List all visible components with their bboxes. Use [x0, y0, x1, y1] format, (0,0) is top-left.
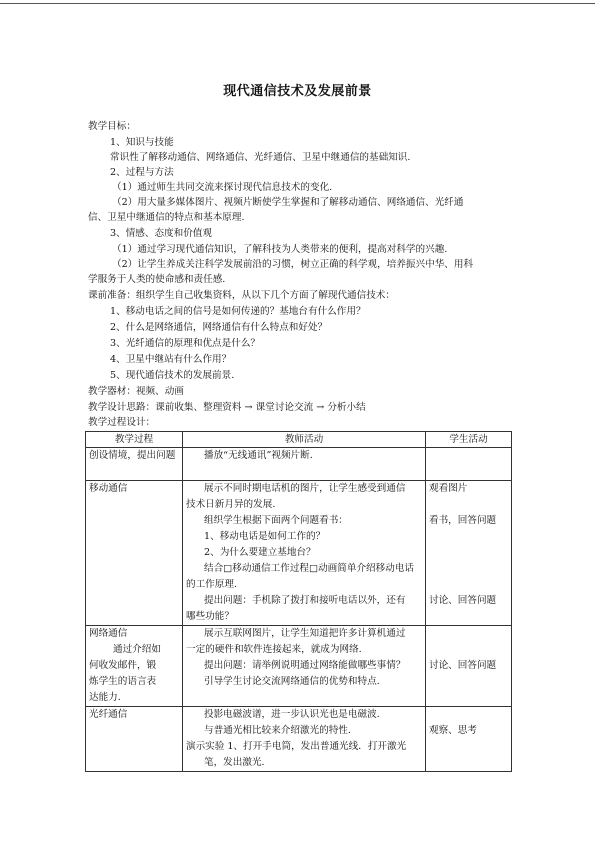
row2-teacher-line-9: 哪些功能？ — [186, 611, 234, 622]
equipment-line: 教学器材：视频、动画 — [88, 386, 184, 397]
row3-process-line-1: 通过介绍如 — [113, 644, 161, 655]
row3-process-line-4: 达能力. — [89, 692, 121, 703]
row3-teacher-line-2: 一定的硬件和软件连接起来，就成为网络. — [186, 644, 362, 655]
objective-3-item-1: （1）通过学习现代通信知识，了解科技为人类带来的便利，提高对科学的兴趣. — [112, 244, 448, 255]
prep-heading: 课前准备：组织学生自己收集资料，从以下几个方面了解现代通信技术： — [88, 290, 395, 301]
row4-student — [426, 707, 512, 772]
row2-process — [86, 481, 183, 626]
row4-student-line-1: 观察、思考 — [429, 725, 477, 736]
row3-teacher-line-1: 展示互联网图片，让学生知道把许多计算机通过 — [204, 628, 406, 639]
row4-teacher — [183, 707, 426, 772]
row3-process-line-3: 炼学生的语言表 — [89, 676, 157, 687]
prep-question-2: 2、什么是网络通信，网络通信有什么特点和好处？ — [110, 322, 328, 333]
objectives-heading: 教学目标： — [88, 121, 136, 132]
row2-teacher-line-4: 1、移动电话是如何工作的？ — [204, 531, 326, 542]
objective-2-item-1: （1）通过师生共同交流来探讨现代信息技术的变化. — [112, 182, 333, 193]
row2-student-line-1: 观看图片 — [429, 483, 468, 494]
row2-student — [426, 481, 512, 626]
objective-3-item-2-line-1: （2）让学生养成关注科学发展前沿的习惯，树立正确的科学观，培养振兴中华、用科 — [112, 259, 474, 270]
row2-student-line-2: 看书，回答问题 — [429, 515, 497, 526]
row4-teacher-line-4: 笔，发出激光. — [204, 757, 265, 768]
header-process: 教学过程 — [86, 432, 183, 448]
row3-process-title: 网络通信 — [89, 628, 128, 639]
design-line: 教学设计思路：课前收集、整理资料 → 课堂讨论交流 → 分析小结 — [88, 402, 366, 413]
prep-question-1: 1、移动电话之间的信号是如何传递的？基地台有什么作用？ — [110, 306, 366, 317]
row1-student — [426, 448, 512, 481]
row3-student-line-1: 讨论、回答问题 — [429, 660, 497, 671]
objective-1-heading: 1、知识与技能 — [110, 137, 174, 148]
row4-process — [86, 707, 183, 772]
row1-process — [86, 448, 183, 481]
table-row — [86, 481, 512, 626]
row3-teacher — [183, 626, 426, 707]
row4-teacher-line-2: 与普通光相比较来介绍激光的特性. — [204, 725, 351, 736]
row4-teacher-line-3: 演示实验 1、打开手电筒，发出普通光线．打开激光 — [186, 741, 407, 752]
objective-3-heading: 3、情感、态度和价值观 — [110, 228, 213, 239]
table-row — [86, 707, 512, 772]
row2-student-line-3: 讨论、回答问题 — [429, 595, 497, 606]
row3-process-line-2: 何收发邮件，锻 — [89, 660, 157, 671]
table-row — [86, 448, 512, 481]
row4-teacher-line-1: 投影电磁波谱，进一步认识光也是电磁波. — [204, 709, 380, 720]
row2-teacher-line-7: 的工作原理. — [186, 579, 238, 590]
row3-teacher-line-3: 提出问题：请举例说明通过网络能做哪些事情？ — [204, 660, 406, 671]
row1-process-text: 创设情境，提出问题 — [89, 450, 176, 461]
row1-teacher-line-1: 播放“无线通讯”视频片断. — [204, 450, 313, 461]
row3-teacher-line-4: 引导学生讨论交流网络通信的优势和特点. — [204, 676, 380, 687]
table-header-row — [86, 432, 512, 448]
row3-process — [86, 626, 183, 707]
row2-teacher-line-1: 展示不同时期电话机的图片，让学生感受到通信 — [204, 483, 406, 494]
row2-process-text: 移动通信 — [89, 483, 128, 494]
header-teacher-activity: 教师活动 — [183, 432, 426, 448]
page-top-rule — [0, 3, 595, 4]
objective-2-heading: 2、过程与方法 — [110, 167, 174, 178]
prep-question-4: 4、卫星中继站有什么作用？ — [110, 354, 232, 365]
prep-question-3: 3、光纤通信的原理和优点是什么？ — [110, 338, 261, 349]
document-title: 现代通信技术及发展前景 — [223, 84, 372, 99]
row1-teacher — [183, 448, 426, 481]
row3-student — [426, 626, 512, 707]
row2-teacher-line-2: 技术日新月异的发展. — [186, 499, 276, 510]
row2-teacher-line-5: 2、为什么要建立基地台？ — [204, 547, 316, 558]
objective-1-text: 常识性了解移动通信、网络通信、光纤通信、卫星中继通信的基础知识. — [110, 152, 411, 163]
process-table — [85, 431, 512, 772]
objective-2-item-2-line-1: （2）用大量多媒体图片、视频片断使学生掌握和了解移动通信、网络通信、光纤通 — [112, 197, 464, 208]
row2-teacher-line-8: 提出问题：手机除了拨打和接听电话以外，还有 — [204, 595, 406, 606]
row2-teacher-line-3: 组织学生根据下面两个问题看书： — [204, 515, 348, 526]
prep-question-5: 5、现代通信技术的发展前景. — [110, 370, 235, 381]
row2-teacher-line-6: 结合□移动通信工作过程□动画简单介绍移动电话 — [204, 563, 415, 574]
row4-process-text: 光纤通信 — [89, 709, 128, 720]
process-heading: 教学过程设计： — [88, 417, 156, 428]
table-row — [86, 626, 512, 707]
header-student-activity: 学生活动 — [426, 432, 512, 448]
row2-teacher — [183, 481, 426, 626]
objective-3-item-2-line-2: 学服务于人类的使命感和责任感. — [88, 274, 226, 285]
objective-2-item-2-line-2: 信、卫星中继通信的特点和基本原理. — [88, 212, 245, 223]
